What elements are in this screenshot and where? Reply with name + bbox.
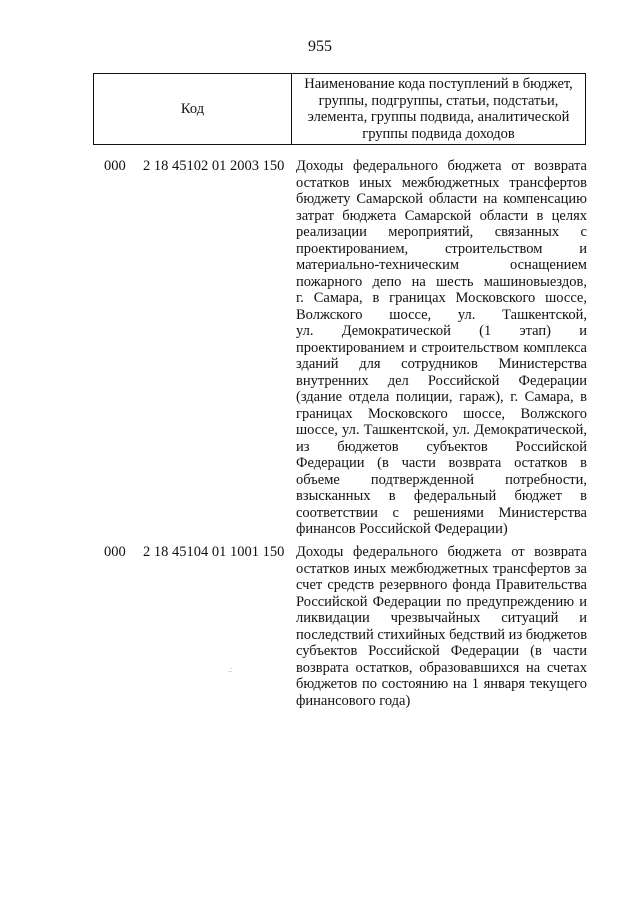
- description-line: взысканных в федеральный бюджет в: [296, 488, 587, 504]
- header-name-line: элемента, группы подвида, аналитической: [307, 109, 570, 125]
- header-code-cell: [94, 74, 292, 145]
- header-name-line: Наименование кода поступлений в бюджет,: [304, 76, 573, 92]
- description-line: Волжского шоссе, ул. Ташкентской,: [296, 306, 587, 323]
- description-line: остатков иных межбюджетных трансфертов за: [296, 560, 587, 577]
- admin-code: 000: [104, 544, 126, 560]
- kbk-code: 2 18 45102 01 2003 150: [143, 158, 285, 174]
- description-line: из бюджетов субъектов Российской: [296, 438, 587, 455]
- description-line: Российской Федерации по предупреждению и: [296, 593, 587, 610]
- description-line: (здание отдела полиции, гараж), г. Самара, в: [296, 389, 587, 405]
- page-number: 955: [308, 38, 332, 55]
- description-line: бюджетов по состоянию на 1 января текущего: [296, 676, 587, 692]
- description-line: пожарного депо на шесть машиновыездов,: [296, 273, 587, 290]
- kbk-code: 2 18 45104 01 1001 150: [143, 544, 285, 560]
- description-line: шоссе, ул. Ташкентской, ул. Демократической,: [296, 422, 587, 438]
- description-line: субъектов Российской Федерации (в части: [296, 643, 587, 659]
- header-name-cell: [292, 74, 586, 145]
- scan-artifact: .:: [228, 665, 233, 674]
- description-line: Доходы федерального бюджета от возврата: [296, 158, 587, 174]
- description-line: г. Самара, в границах Московского шоссе,: [296, 290, 587, 306]
- table-header: [93, 73, 586, 145]
- description-line: проектированием и строительством комплекса: [296, 339, 587, 356]
- description-line: финансов Российской Федерации): [296, 521, 508, 537]
- description-line: зданий для сотрудников Министерства: [296, 356, 587, 372]
- description-line: Федерации (в части возврата остатков в: [296, 455, 587, 471]
- header-code-label: Код: [180, 100, 205, 117]
- description-line: бюджету Самарской области на компенсацию: [296, 191, 587, 207]
- admin-code: 000: [104, 158, 126, 174]
- description-line: объеме подтвержденной потребности,: [296, 471, 587, 488]
- entry-description: [296, 544, 587, 709]
- description-line: реализации мероприятий, связанных с: [296, 224, 587, 240]
- description-line: последствий стихийных бедствий из бюджетов: [296, 626, 588, 643]
- description-line: проектированием, строительством и: [296, 240, 587, 257]
- description-line: возврата остатков, образовавшихся на счетах: [296, 659, 587, 676]
- description-line: границах Московского шоссе, Волжского: [296, 405, 587, 422]
- description-line: материально-техническим оснащением: [296, 257, 587, 273]
- description-line: Доходы федерального бюджета от возврата: [296, 544, 587, 560]
- description-line: соответствии с решениями Министерства: [296, 504, 587, 521]
- header-name-line: группы, подгруппы, статьи, подстатьи,: [318, 92, 559, 109]
- description-line: ликвидации чрезвычайных ситуаций и: [296, 610, 587, 626]
- description-line: внутренних дел Российской Федерации: [296, 372, 587, 389]
- description-line: затрат бюджета Самарской области в целях: [296, 207, 587, 224]
- description-line: ул. Демократической (1 этап) и: [296, 323, 587, 339]
- description-line: остатков иных межбюджетных трансфертов: [296, 174, 587, 191]
- description-line: финансового года): [296, 692, 411, 709]
- entry-description: [296, 158, 587, 538]
- header-name-line: группы подвида доходов: [362, 125, 515, 142]
- description-line: счет средств резервного фонда Правительства: [296, 577, 587, 593]
